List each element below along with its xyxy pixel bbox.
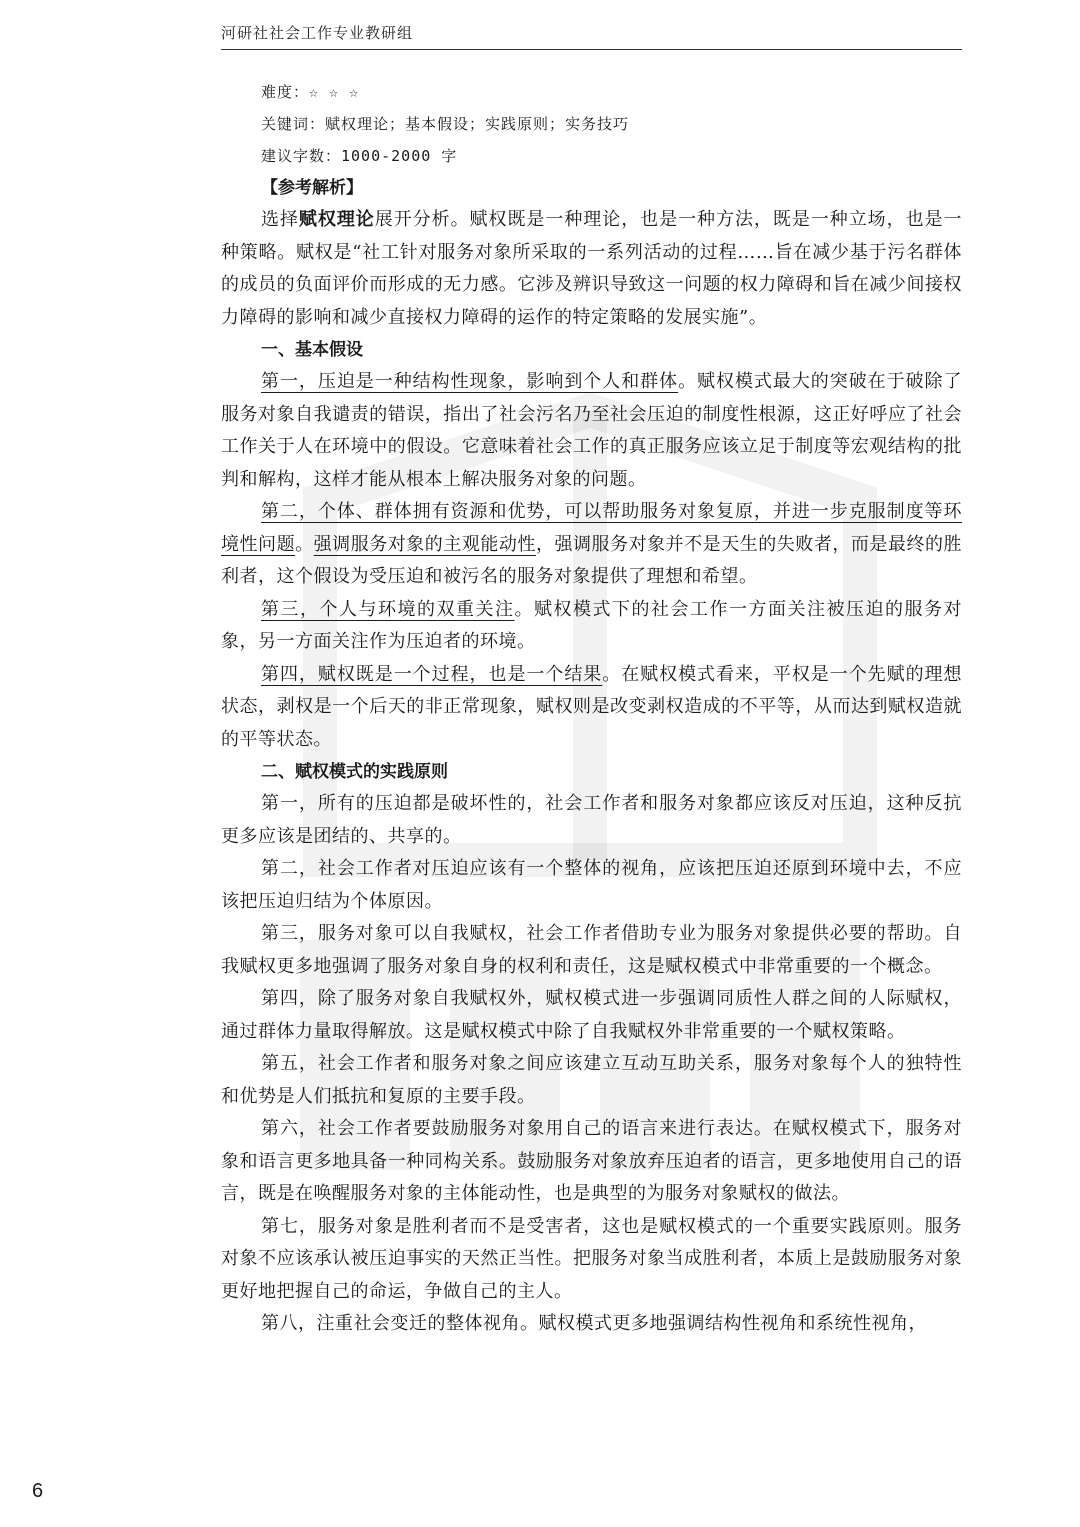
intro-text-c: 展开分析。赋权既是一种理论，也是一种方法，既是一种立场，也是一种策略。赋权是“社工针对服务对象所采取的一系列活动的过程……旨在减少基于污名群体的成员的负面评价而形成的无力感。它涉及辨识导致这一问题的权力障碍和旨在减少间接权力障碍的影响和减少直接权力障碍的运作的特定策略的发展实施”。: [221, 209, 963, 328]
principle-7: 第七，服务对象是胜利者而不是受害者，这也是赋权模式的一个重要实践原则。服务对象不应该承认被压迫事实的天然正当性。把服务对象当成胜利者，本质上是鼓励服务对象更好地把握自己的命运，争做自己的主人。: [221, 1215, 962, 1302]
section1-heading: 一、基本假设: [261, 340, 363, 360]
principle-6: 第六，社会工作者要鼓励服务对象用自己的语言来进行表达。在赋权模式下，服务对象和语言更多地具备一种同构关系。鼓励服务对象放弃压迫者的语言，更多地使用自己的语言，既是在唤醒服务对象的主体能动性，也是典型的为服务对象赋权的做法。: [221, 1118, 962, 1204]
assumption-4: [221, 659, 962, 757]
assumption-1-underlined: 第一，压迫是一种结构性现象，影响到个人和群体: [261, 371, 679, 392]
document-body: [221, 76, 962, 1341]
assumption-1-text: 。赋权模式最大的突破在于破除了服务对象自我谴责的错误，指出了社会污名乃至社会压迫的制度性根源，这正好呼应了社会工作关于人在环境中的假设。它意味着社会工作的真正服务应该立足于制度等宏观结构的批判和解构，这样才能从根本上解决服务对象的问题。: [221, 371, 963, 490]
principle-5: 第五，社会工作者和服务对象之间应该建立互动互助关系，服务对象每个人的独特性和优势是人们抵抗和复原的主要手段。: [221, 1053, 962, 1107]
assumption-4-text: 。在赋权模式看来，平权是一个先赋的理想状态，剥权是一个后天的非正常现象，赋权则是改变剥权造成的不平等，从而达到赋权造就的平等状态。: [221, 663, 962, 750]
assumption-3-underlined: 第三，个人与环境的双重关注: [261, 598, 515, 620]
section2-heading: 二、赋权模式的实践原则: [261, 762, 448, 782]
intro-paragraph: [221, 204, 962, 334]
page-number: 6: [32, 1480, 44, 1502]
word-count-line: 建议字数：1000-2000 字: [261, 147, 458, 165]
assumption-2-underlined-2: 强调服务对象的主观能动性: [313, 533, 536, 555]
assumption-3: [221, 594, 962, 659]
assumption-1: [221, 366, 962, 496]
assumption-3-text: 。赋权模式下的社会工作一方面关注被压迫的服务对象，另一方面关注作为压迫者的环境。: [221, 598, 962, 652]
principle-3: 第三，服务对象可以自我赋权，社会工作者借助专业为服务对象提供必要的帮助。自我赋权更多地强调了服务对象自身的权利和责任，这是赋权模式中非常重要的一个概念。: [221, 923, 962, 977]
intro-text-a: 选择: [261, 209, 299, 230]
assumption-2-punct: 。: [295, 533, 314, 555]
assumption-2-underlined: 第二，个体、群体拥有资源和优势，可以帮助服务对象复原，并进一步克服制度等环境性问题: [221, 501, 962, 555]
principle-4: 第四，除了服务对象自我赋权外，赋权模式进一步强调同质性人群之间的人际赋权，通过群体力量取得解放。这是赋权模式中除了自我赋权外非常重要的一个赋权策略。: [221, 988, 962, 1042]
assumption-2: [221, 496, 962, 594]
running-header: 河研社社会工作专业教研组: [221, 22, 962, 50]
analysis-heading: 【参考解析】: [261, 178, 363, 198]
principle-2: 第二，社会工作者对压迫应该有一个整体的视角，应该把压迫还原到环境中去，不应该把压迫归结为个体原因。: [221, 858, 962, 912]
keywords-line: 关键词：赋权理论；基本假设；实践原则；实务技巧: [261, 115, 630, 133]
difficulty-line: 难度：☆ ☆ ☆: [261, 83, 360, 101]
assumption-2-text: ，强调服务对象并不是天生的失败者，而是最终的胜利者，这个假设为受压迫和被污名的服务对象提供了理想和希望。: [221, 533, 963, 587]
principle-8: 第八，注重社会变迁的整体视角。赋权模式更多地强调结构性视角和系统性视角，: [261, 1313, 927, 1334]
intro-bold-term: 赋权理论: [298, 209, 375, 230]
assumption-4-underlined: 第四，赋权既是一个过程，也是一个结果: [261, 663, 603, 685]
principle-1: 第一，所有的压迫都是破坏性的，社会工作者和服务对象都应该反对压迫，这种反抗更多应该是团结的、共享的。: [221, 793, 962, 847]
